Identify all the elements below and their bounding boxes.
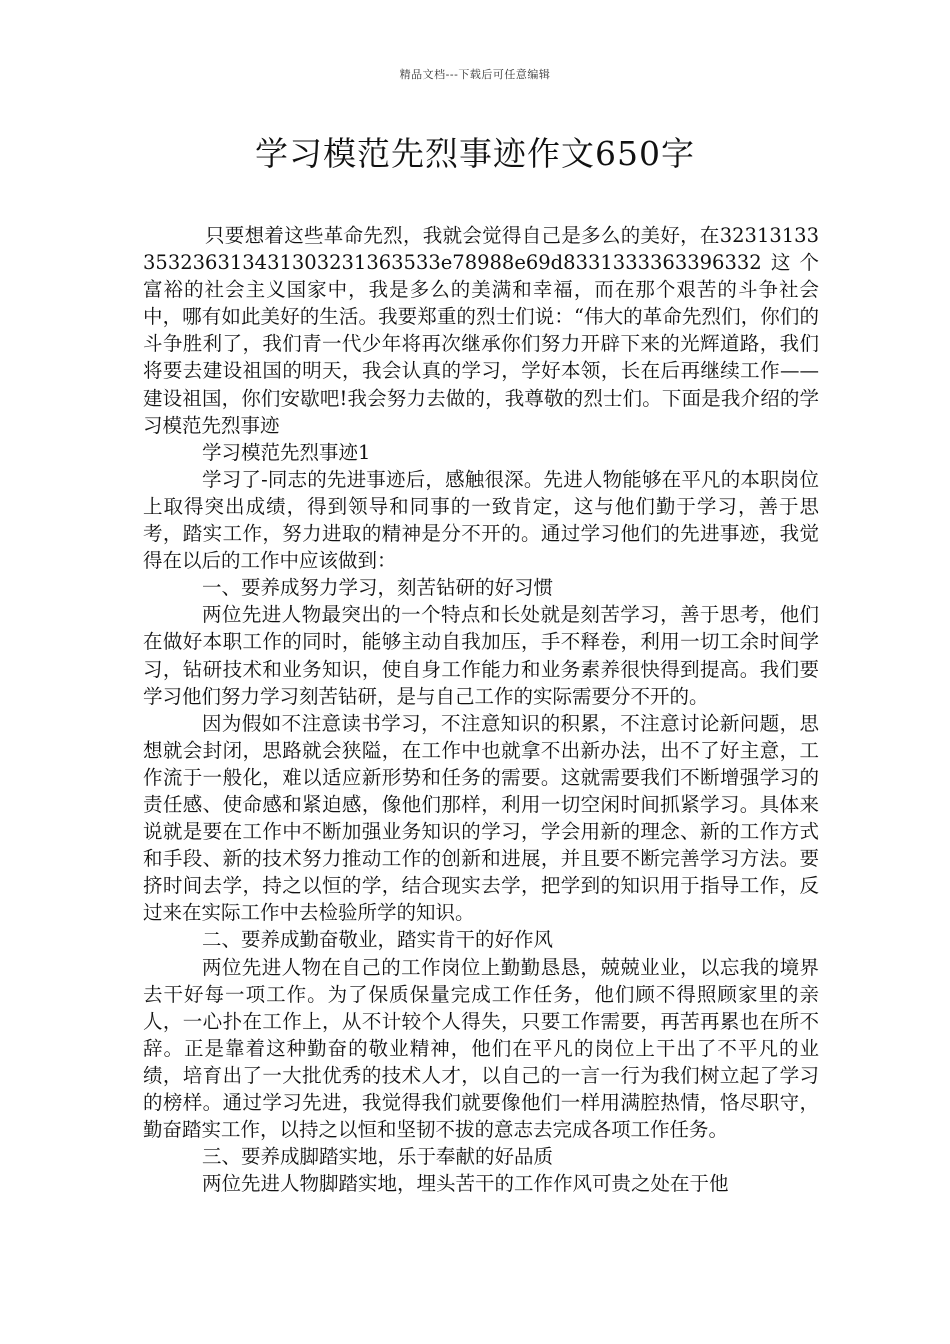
body-paragraph: 只要想着这些革命先烈，我就会觉得自己是多么的美好，在32313133353236313431303231363533e78988e69d8331333363396332这个富裕的社会主义国家中，我是多么的美满和幸福，而在那个艰苦的斗争社会中，哪有如此美好的生活。我要郑重的烈士们说：“伟大的革命先烈们，你们的斗争胜利了，我们青一代少年将再次继承你们努力开辟下来的光辉道路，我们将要去建设祖国的明天，我会认真的学习，学好本领，长在后再继续工作——建设祖国，你们安歇吧!我会努力去做的，我尊敬的烈士们。下面是我介绍的学习模范先烈事迹 <box>143 224 819 437</box>
header-note: 精品文档---下载后可任意编辑 <box>399 68 551 81</box>
document-body <box>143 222 819 1197</box>
body-paragraph: 两位先进人物脚踏实地，埋头苦干的工作作风可贵之处在于他 <box>202 1172 729 1196</box>
body-paragraph: 两位先进人物最突出的一个特点和长处就是刻苦学习，善于思考，他们在做好本职工作的同时，能够主动自我加压，手不释卷，利用一切工余时间学习，钻研技术和业务知识，使自身工作能力和业务素养很快得到提高。我们要学习他们努力学习刻苦钻研，是与自己工作的实际需要分不开的。 <box>143 603 819 708</box>
section-heading: 学习模范先烈事迹1 <box>202 440 371 464</box>
body-paragraph: 因为假如不注意读书学习，不注意知识的积累，不注意讨论新问题，思想就会封闭，思路就会狭隘，在工作中也就拿不出新办法，出不了好主意，工作流于一般化，难以适应新形势和任务的需要。这就需要我们不断增强学习的责任感、使命感和紧迫感，像他们那样，利用一切空闲时间抓紧学习。具体来说就是要在工作中不断加强业务知识的学习，学会用新的理念、新的工作方式和手段、新的技术努力推动工作的创新和进展，并且要不断完善学习方法。要挤时间去学，持之以恒的学，结合现实去学，把学到的知识用于指导工作，反过来在实际工作中去检验所学的知识。 <box>143 711 819 925</box>
section-heading: 二、要养成勤奋敬业，踏实肯干的好作风 <box>202 928 554 952</box>
section-heading: 一、要养成努力学习，刻苦钻研的好习惯 <box>202 576 554 600</box>
body-paragraph: 学习了-同志的先进事迹后，感触很深。先进人物能够在平凡的本职岗位上取得突出成绩，得到领导和同事的一致肯定，这与他们勤于学习，善于思考，踏实工作，努力进取的精神是分不开的。通过学习他们的先进事迹，我觉得在以后的工作中应该做到： <box>143 467 819 573</box>
body-paragraph: 两位先进人物在自己的工作岗位上勤勤恳恳，兢兢业业，以忘我的境界去干好每一项工作。为了保质保量完成工作任务，他们顾不得照顾家里的亲人，一心扑在工作上，从不计较个人得失，只要工作需要，再苦再累也在所不辞。正是靠着这种勤奋的敬业精神，他们在平凡的岗位上干出了不平凡的业绩，培育出了一大批优秀的技术人才，以自己的一言一行为我们树立起了学习的榜样。通过学习先进，我觉得我们就要像他们一样用满腔热情，恪尽职守，勤奋踏实工作，以持之以恒和坚韧不拔的意志去完成各项工作任务。 <box>143 955 819 1142</box>
section-heading: 三、要养成脚踏实地，乐于奉献的好品质 <box>202 1145 554 1169</box>
document-title: 学习模范先烈事迹作文650字 <box>255 134 695 173</box>
